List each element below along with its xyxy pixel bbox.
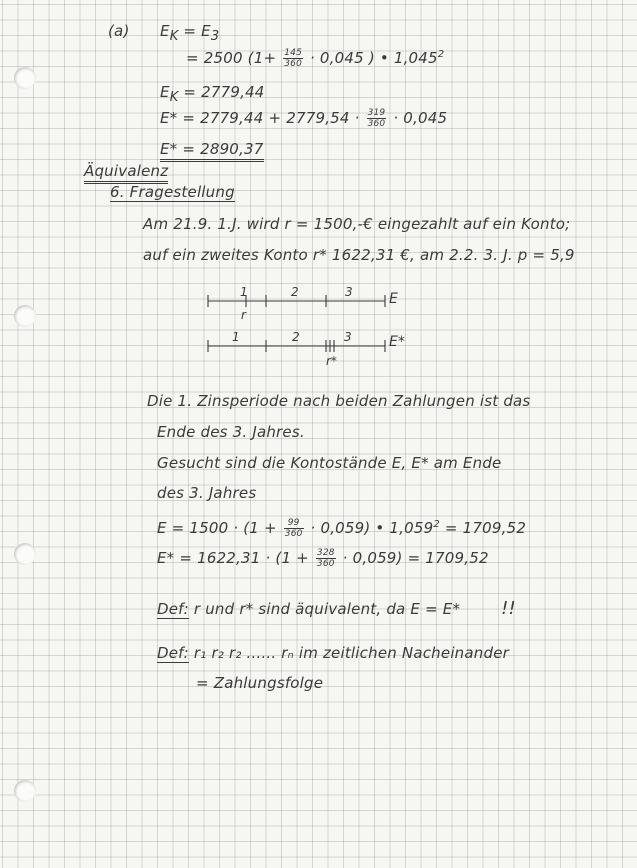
timeline-end-label: E <box>389 291 398 307</box>
definition-1: Def: r und r* sind äquivalent, da E = E* !! <box>157 598 516 619</box>
fraction: $\frac{328}{360}$ <box>316 548 335 569</box>
definition-2-continuation: = Zahlungsfolge <box>196 674 324 692</box>
timeline-end-label: E* <box>389 334 405 350</box>
payment-marker: r <box>241 308 246 322</box>
timeline-label: 3 <box>344 330 352 344</box>
timeline-diagram <box>200 283 430 378</box>
equation-2500: = 2500 (1+ $\frac{145}{360}$ · 0,045 ) • 1,045$^2$ <box>186 48 445 69</box>
punch-hole <box>14 780 36 802</box>
timeline-label: 2 <box>291 285 299 299</box>
equation-ek-result: $E_K = 2779,44$ <box>160 83 265 105</box>
text-line: Ende des 3. Jahres. <box>157 423 305 441</box>
text-line: auf ein zweites Konto r* 1622,31 €, am 2.2. 3. J. p = 5,9 <box>143 246 575 264</box>
definition-2: Def: r₁ r₂ r₂ ...... rₙ im zeitlichen Nacheinander <box>157 644 510 662</box>
punch-hole <box>14 67 36 89</box>
fraction: $\frac{99}{360}$ <box>284 518 303 539</box>
timeline-label: 3 <box>345 285 353 299</box>
heading-aequivalenz: Äquivalenz <box>84 162 168 180</box>
timeline-label: 1 <box>232 330 240 344</box>
equation-e-star-result: E* = 2890,37 <box>160 140 264 158</box>
punch-hole <box>14 543 36 565</box>
punch-hole <box>14 305 36 327</box>
fraction: $\frac{145}{360}$ <box>284 48 302 69</box>
heading-fragestellung: 6. Fragestellung <box>110 183 235 201</box>
text-line: des 3. Jahres <box>157 484 257 502</box>
text-line: Die 1. Zinsperiode nach beiden Zahlungen ist das <box>147 392 531 410</box>
payment-marker: r* <box>326 354 337 368</box>
timeline-label: 2 <box>292 330 300 344</box>
formula-e: E = 1500 · (1 + $\frac{99}{360}$ · 0,059) • 1,059$^2$ = 1709,52 <box>157 518 527 539</box>
timeline-label: 1 <box>240 285 248 299</box>
formula-e-star: E* = 1622,31 · (1 + $\frac{328}{360}$ · 0,059) = 1709,52 <box>157 548 489 569</box>
part-a-label: (a) <box>108 22 130 40</box>
equation-e-star: E* = 2779,44 + 2779,54 · $\frac{319}{360}$ · 0,045 <box>160 108 448 129</box>
text-line: Gesucht sind die Kontostände E, E* am Ende <box>157 454 502 472</box>
text-line: Am 21.9. 1.J. wird r = 1500,-€ eingezahlt auf ein Konto; <box>143 215 571 233</box>
equation-ek-e3: $E_K = E_3$ <box>160 22 220 44</box>
fraction: $\frac{319}{360}$ <box>367 108 386 129</box>
